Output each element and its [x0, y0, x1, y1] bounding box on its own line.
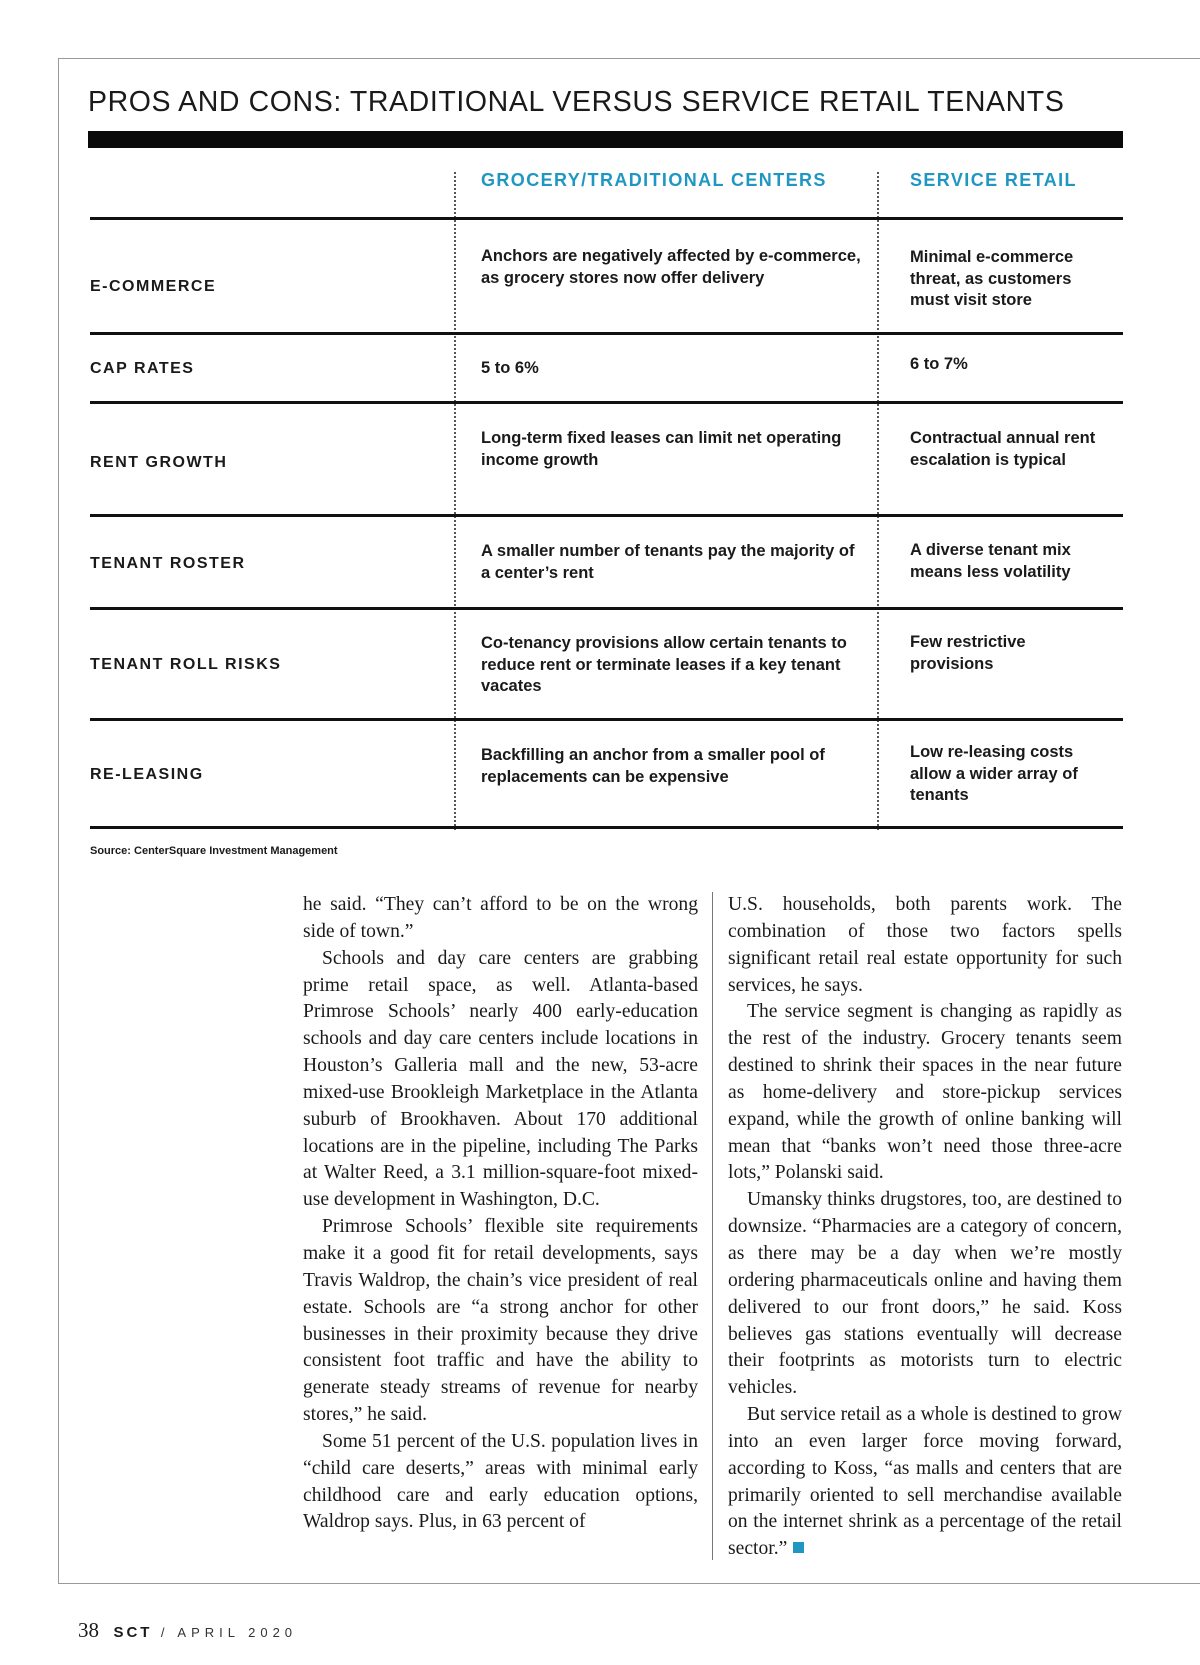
row-rule: [90, 401, 1123, 404]
paragraph-text: But service retail as a whole is destined to grow into an even larger force moving forward, according to Koss, “as malls and centers that are primarily oriented to sell merchandise available on the internet shrink as a percentage of the retail sector.”: [728, 1404, 1122, 1560]
row-label-rent-growth: RENT GROWTH: [90, 454, 228, 471]
end-mark-icon: [793, 1542, 804, 1553]
article-column-left: [303, 892, 698, 1536]
row-rule: [90, 514, 1123, 517]
cell-traditional-rent-growth: Long-term fixed leases can limit net operating income growth: [481, 429, 842, 469]
column-header-traditional: GROCERY/TRADITIONAL CENTERS: [481, 170, 827, 190]
paragraph: Some 51 percent of the U.S. population lives in “child care deserts,” areas with minimal early childhood care and early education options, Waldrop says. Plus, in 63 percent of: [303, 1430, 698, 1533]
table-title: PROS AND CONS: TRADITIONAL VERSUS SERVICE RETAIL TENANTS: [88, 86, 1065, 118]
column-separator: [712, 892, 713, 1560]
paragraph: U.S. households, both parents work. The combination of those two factors spells significant retail real estate opportunity for such services, he says.: [728, 894, 1122, 996]
cell-traditional-cap-rates: 5 to 6%: [481, 359, 539, 377]
paragraph: Schools and day care centers are grabbing prime retail space, as well. Atlanta-based Primrose Schools’ nearly 400 early-education schools and day care centers include locations in Houston’s Galleria mall and the new, 53-acre mixed-use Brookleigh Marketplace in the Atlanta suburb of Brookhaven. About 170 additional locations are in the pipeline, including The Parks at Walter Reed, a 3.1 million-square-foot mixed-use development in Washington, D.C.: [303, 947, 698, 1211]
cell-traditional-tenant-roll-risks: Co-tenancy provisions allow certain tenants to reduce rent or terminate leases if a key tenant vacates: [481, 634, 847, 695]
row-label-cap-rates: CAP RATES: [90, 360, 195, 377]
title-bar: [88, 131, 1123, 148]
cell-service-rent-growth: Contractual annual rent escalation is typical: [910, 429, 1096, 469]
cell-traditional-e-commerce: Anchors are negatively affected by e-commerce, as grocery stores now offer delivery: [481, 247, 861, 287]
page-number: 38: [78, 1618, 99, 1642]
cell-service-tenant-roll-risks: Few restrictive provisions: [910, 633, 1026, 673]
cell-service-cap-rates: 6 to 7%: [910, 355, 968, 373]
row-rule: [90, 607, 1123, 610]
paragraph: Primrose Schools’ flexible site requirements make it a good fit for retail developments, says Travis Waldrop, the chain’s vice president of real estate. Schools are “a strong anchor for other businesses in their proximity because they drive consistent foot traffic and have the ability to generate steady streams of revenue for nearby stores,” he said.: [303, 1216, 698, 1426]
page-footer: [78, 1618, 297, 1643]
paragraph: he said. “They can’t afford to be on the wrong side of town.”: [303, 894, 698, 942]
column-divider-1: [454, 172, 456, 830]
row-rule: [90, 217, 1123, 220]
row-label-tenant-roll-risks: TENANT ROLL RISKS: [90, 656, 282, 673]
row-label-tenant-roster: TENANT ROSTER: [90, 555, 246, 572]
column-divider-2: [877, 172, 879, 830]
cell-service-re-leasing: Low re-leasing costs allow a wider array of tenants: [910, 743, 1078, 804]
paragraph: The service segment is changing as rapidly as the rest of the industry. Grocery tenants seem destined to shrink their spaces in the near future as home-delivery and store-pickup services expand, while the growth of online banking will mean that “banks won’t need those three-acre lots,” Polanski said.: [728, 1001, 1122, 1184]
paragraph: [728, 1402, 1122, 1563]
magazine-name: SCT: [113, 1624, 153, 1641]
cell-service-e-commerce: Minimal e-commerce threat, as customers must visit store: [910, 248, 1074, 309]
row-label-re-leasing: RE-LEASING: [90, 766, 204, 783]
cell-traditional-re-leasing: Backfilling an anchor from a smaller pool of replacements can be expensive: [481, 746, 825, 786]
cell-traditional-tenant-roster: A smaller number of tenants pay the majority of a center’s rent: [481, 542, 855, 582]
row-rule: [90, 332, 1123, 335]
column-header-service: SERVICE RETAIL: [910, 170, 1077, 190]
article-column-right: [728, 892, 1122, 1563]
paragraph: Umansky thinks drugstores, too, are destined to downsize. “Pharmacies are a category of concern, as there may be a day when we’re mostly ordering pharmaceuticals online and having them delivered to our front doors,” he said. Koss believes gas stations eventually will decrease their footprints as motorists turn to electric vehicles.: [728, 1189, 1122, 1399]
row-label-e-commerce: E-COMMERCE: [90, 278, 217, 295]
cell-service-tenant-roster: A diverse tenant mix means less volatility: [910, 541, 1071, 581]
row-rule: [90, 826, 1123, 829]
issue-date: / APRIL 2020: [160, 1625, 298, 1640]
row-rule: [90, 718, 1123, 721]
table-source: Source: CenterSquare Investment Management: [90, 845, 338, 857]
